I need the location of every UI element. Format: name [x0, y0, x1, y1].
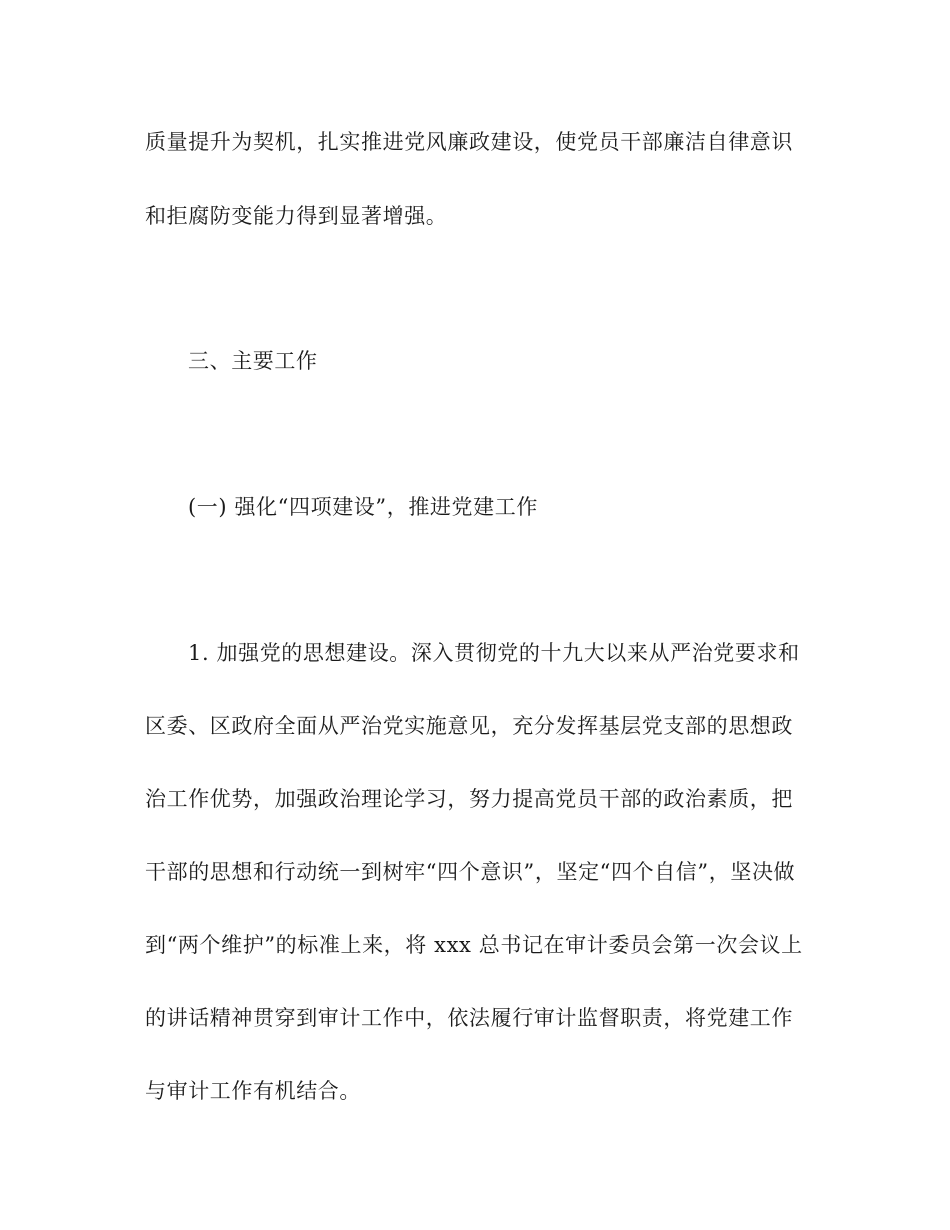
subsection-heading: (一) 强化“四项建设”，推进党建工作	[188, 495, 538, 519]
paragraph-2-line-5: 到“两个维护”的标准上来，将 xxx 总书记在审计委员会第一次会议上	[145, 933, 803, 957]
paragraph-1-line-1: 质量提升为契机，扎实推进党风廉政建设，使党员干部廉洁自律意识	[145, 130, 793, 154]
paragraph-2-line-3: 治工作优势，加强政治理论学习，努力提高党员干部的政治素质，把	[145, 787, 793, 811]
paragraph-2-line-2: 区委、区政府全面从严治党实施意见，充分发挥基层党支部的思想政	[145, 714, 793, 738]
paragraph-2-line-4: 干部的思想和行动统一到树牢“四个意识”，坚定“四个自信”，坚决做	[145, 860, 796, 884]
paragraph-2-line-6: 的讲话精神贯穿到审计工作中，依法履行审计监督职责，将党建工作	[145, 1006, 793, 1030]
section-heading: 三、主要工作	[188, 349, 318, 373]
paragraph-2-line-7: 与审计工作有机结合。	[145, 1079, 361, 1103]
paragraph-2-line-1: 1. 加强党的思想建设。深入贯彻党的十九大以来从严治党要求和	[188, 641, 800, 665]
paragraph-1-line-2: 和拒腐防变能力得到显著增强。	[145, 204, 448, 228]
